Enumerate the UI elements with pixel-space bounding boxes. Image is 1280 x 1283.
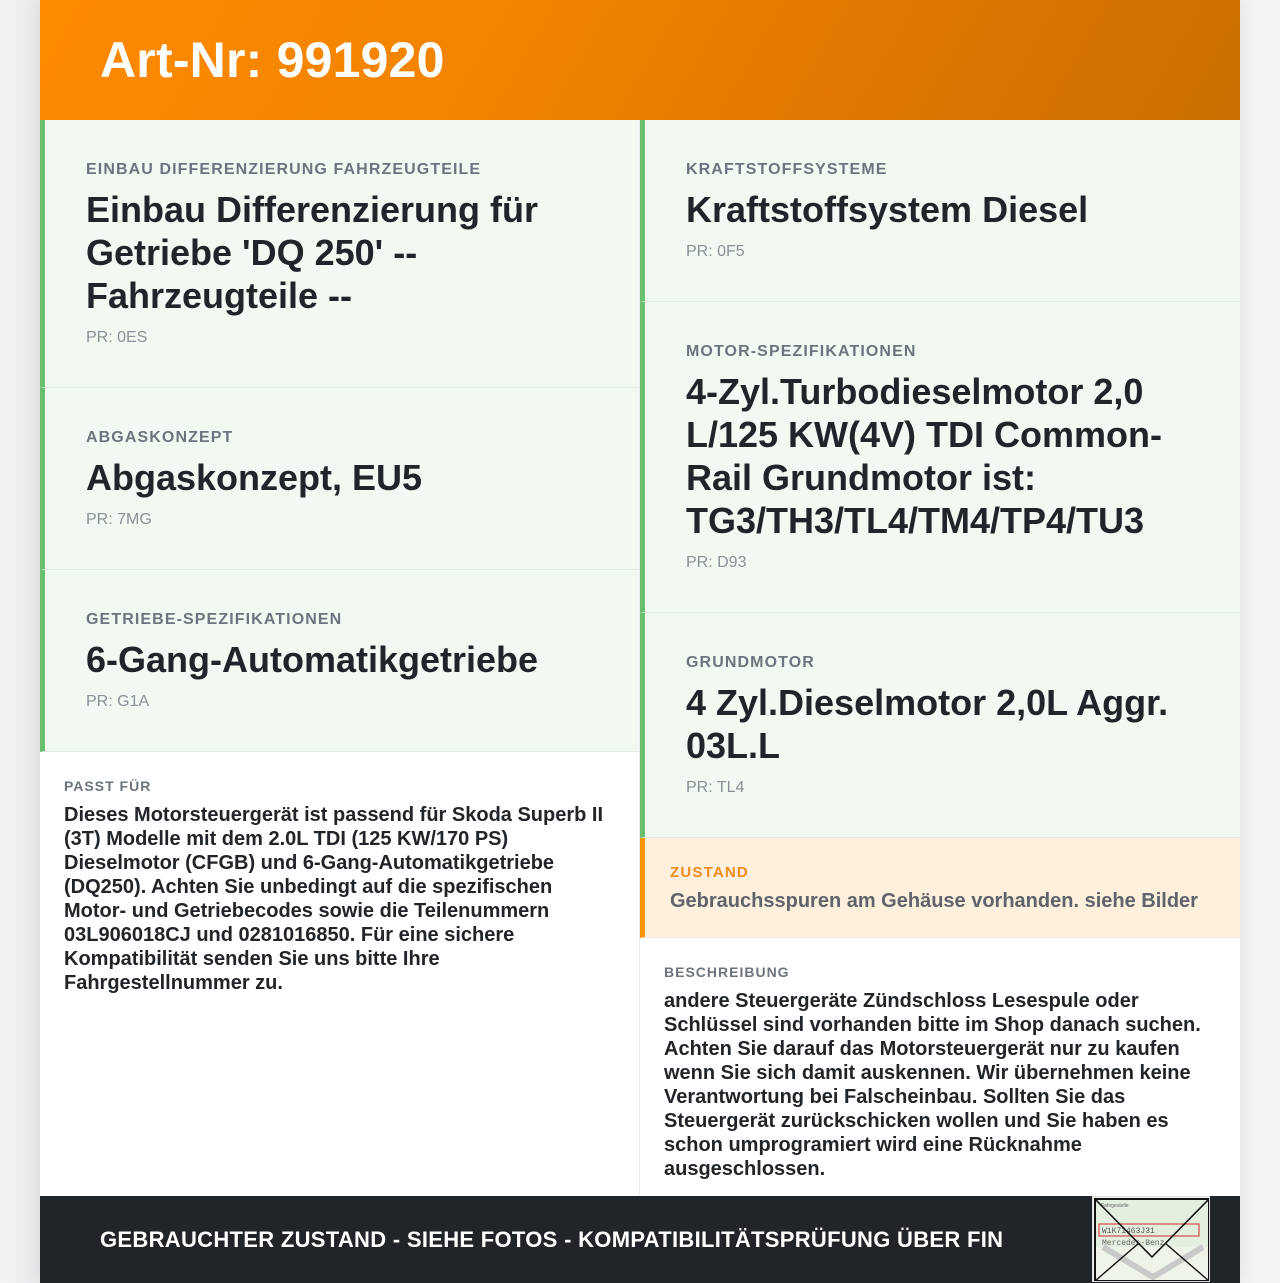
condition-text: Gebrauchsspuren am Gehäuse vorhanden. siehe Bilder xyxy=(670,890,1198,912)
fits-section xyxy=(40,752,639,1015)
spec-value: 4-Zyl.Turbodieselmotor 2,0 L/125 KW(4V) TDI Common-Rail Grundmotor ist: TG3/TH3/TL4/TM4/TP4/TU3 xyxy=(686,371,1163,541)
spec-label: GETRIEBE-SPEZIFIKATIONEN xyxy=(86,611,343,628)
right-column xyxy=(640,120,1240,1196)
spec-label: GRUNDMOTOR xyxy=(686,654,815,671)
description-text: andere Steuergeräte Zündschloss Lesespule oder Schlüssel sind vorhanden bitte im Shop danach suchen. Achten Sie darauf das Motorsteuergerät nur zu kaufen wenn Sie sich damit auskennen. Wir übernehmen keine Verantwortung bei Falscheinbau. Sollten Sie das Steuergerät zurückschicken wollen und Sie haben es schon umprogramiert wird eine Rücknahme ausgeschlossen. xyxy=(664,990,1201,1180)
description-section xyxy=(640,938,1240,1201)
spec-card-abgaskonzept xyxy=(40,388,639,570)
condition-section xyxy=(640,838,1240,938)
spec-card-kraftstoff xyxy=(640,120,1240,302)
left-column xyxy=(40,120,640,1196)
spec-value: Kraftstoffsystem Diesel xyxy=(686,189,1089,230)
condition-label: ZUSTAND xyxy=(670,864,749,881)
footer-text: GEBRAUCHTER ZUSTAND - SIEHE FOTOS - KOMPATIBILITÄTSPRÜFUNG ÜBER FIN xyxy=(100,1226,1004,1252)
spec-label: KRAFTSTOFFSYSTEME xyxy=(686,161,888,178)
header xyxy=(40,0,1240,120)
svg-text:Mercedes-Benz: Mercedes-Benz xyxy=(1102,1239,1165,1248)
spec-label: ABGASKONZEPT xyxy=(86,429,234,446)
spec-label: EINBAU DIFFERENZIERUNG FAHRZEUGTEILE xyxy=(86,161,482,178)
footer-banner xyxy=(40,1196,1240,1283)
spec-pr-code: PR: 7MG xyxy=(86,511,152,528)
spec-card-grundmotor xyxy=(640,613,1240,838)
fin-envelope-icon xyxy=(1092,1196,1210,1282)
article-number-title: Art-Nr: 991920 xyxy=(100,32,445,88)
spec-value: 6-Gang-Automatikgetriebe xyxy=(86,639,539,680)
spec-value: 4 Zyl.Dieselmotor 2,0L Aggr. 03L.L xyxy=(686,682,1169,766)
product-sheet xyxy=(40,0,1240,1283)
spec-pr-code: PR: G1A xyxy=(86,693,150,710)
spec-pr-code: PR: 0F5 xyxy=(686,243,745,260)
spec-card-motor xyxy=(640,302,1240,613)
spec-pr-code: PR: 0ES xyxy=(86,329,148,346)
fits-label: PASST FÜR xyxy=(64,778,152,794)
spec-pr-code: PR: D93 xyxy=(686,554,747,571)
fits-text: Dieses Motorsteuergerät ist passend für Skoda Superb II (3T) Modelle mit dem 2.0L TDI (125 KW/170 PS) Dieselmotor (CFGB) und 6-Gang-Automatikgetriebe (DQ250). Achten Sie unbedingt auf die spezifischen Motor- und Getriebecodes sowie die Teilenummern 03L906018CJ und 0281016850. Für eine sichere Kompatibilität senden Sie uns bitte Ihre Fahrgestellnummer zu. xyxy=(64,804,604,994)
spec-card-getriebe xyxy=(40,570,639,752)
spec-value: Einbau Differenzierung für Getriebe 'DQ 250' -- Fahrzeugteile -- xyxy=(86,189,539,316)
svg-text:W1K71463J31: W1K71463J31 xyxy=(1102,1227,1155,1236)
spec-label: MOTOR-SPEZIFIKATIONEN xyxy=(686,343,917,360)
spec-pr-code: PR: TL4 xyxy=(686,779,745,796)
content-grid xyxy=(40,120,1240,1196)
svg-text:Fahrgestelle: Fahrgestelle xyxy=(1101,1203,1129,1209)
spec-value: Abgaskonzept, EU5 xyxy=(86,457,423,498)
description-label: BESCHREIBUNG xyxy=(664,964,790,980)
spec-card-einbau xyxy=(40,120,639,388)
